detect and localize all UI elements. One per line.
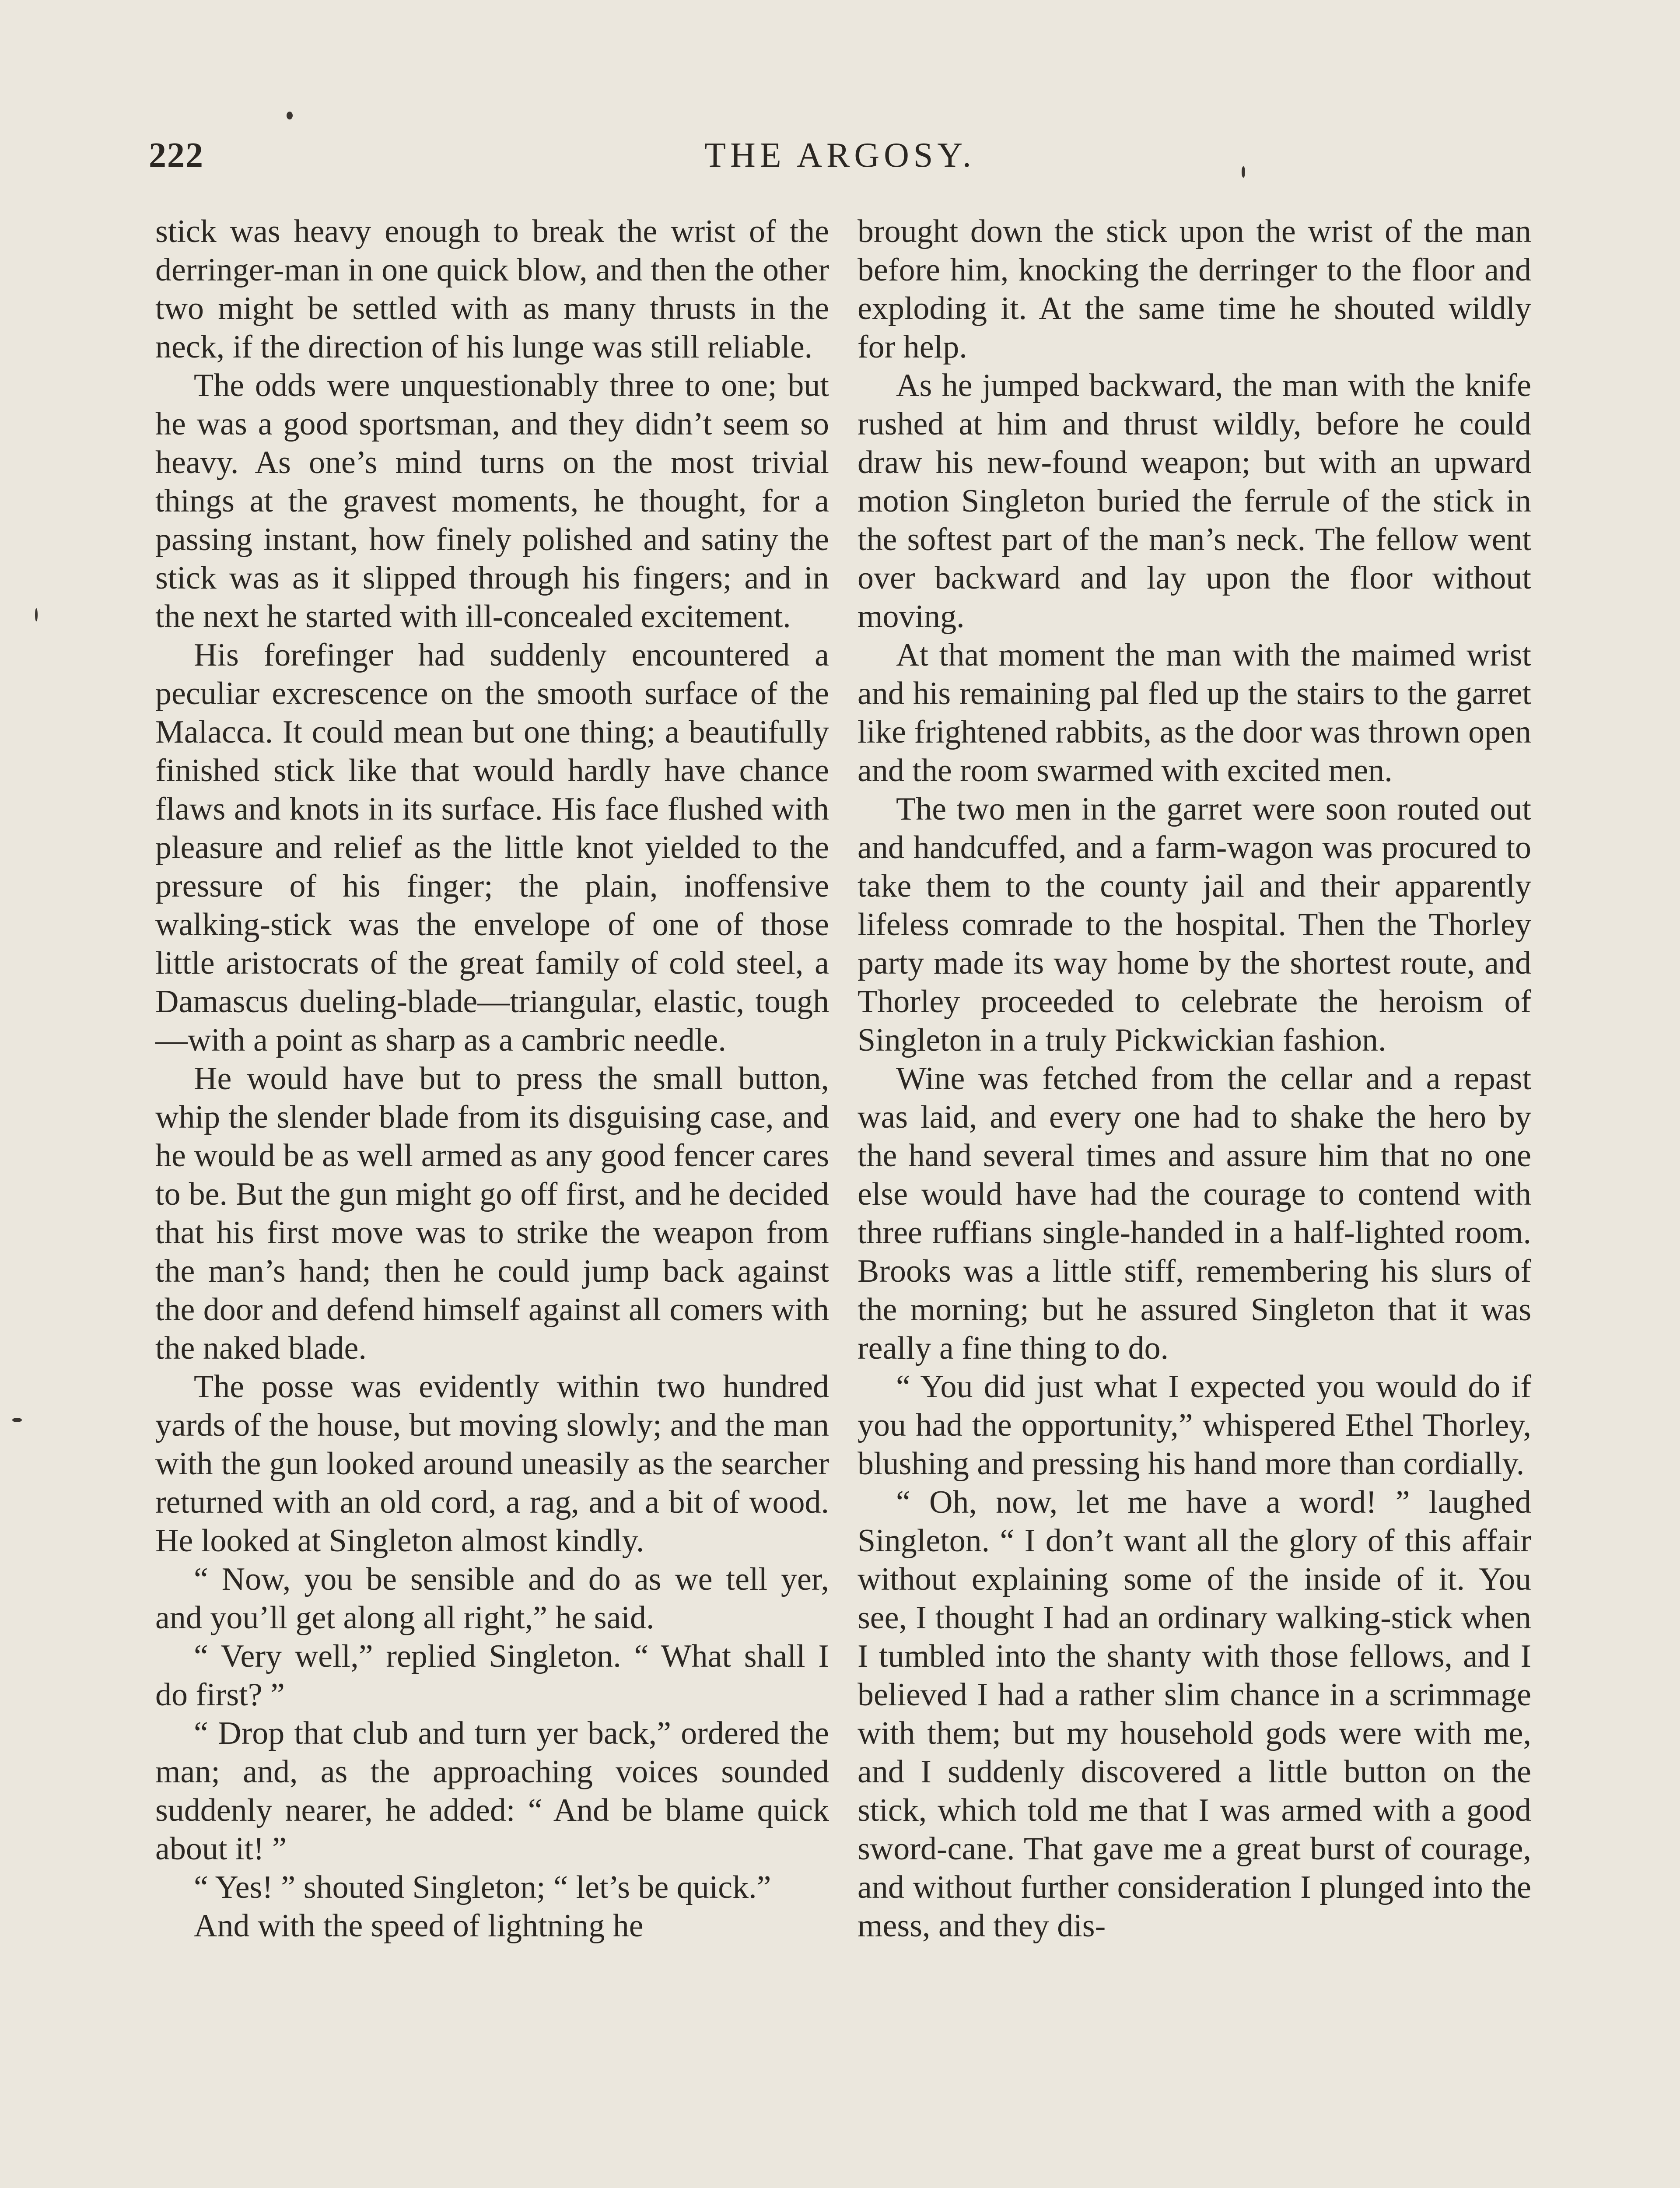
paragraph: His forefinger had suddenly encountered a peculiar excrescence on the smooth surface of the Malacca. It could mean but one thing; a beautifully finished stick like that would hardly have chance flaws and knots in its surface. His face flushed with pleasure and relief as the little knot yielded to the pressure of his finger; the plain, inoffensive walking-stick was the envelope of one of those little aristocrats of the great family of cold steel, a Damascus dueling-blade—triangular, elastic, tough—with a point as sharp as a cambric needle.: [155, 637, 829, 1058]
paragraph: The odds were unquestionably three to one; but he was a good sportsman, and they didn’t seem so heavy. As one’s mind turns on the most trivial things at the gravest moments, he thought, for a passing instant, how finely polished and satiny the stick was as it slipped through his fingers; and in the next he started with ill-concealed excitement.: [155, 368, 829, 635]
paragraph: “ Drop that club and turn yer back,” ordered the man; and, as the approaching voices sounded suddenly nearer, he added: “ And be blame quick about it! ”: [155, 1715, 829, 1867]
paragraph: “ Very well,” replied Singleton. “ What shall I do first? ”: [155, 1638, 829, 1713]
right-column: [858, 212, 1531, 1945]
ink-speck: [287, 112, 293, 119]
paragraph: At that moment the man with the maimed wrist and his remaining pal fled up the stairs to the garret like frightened rabbits, as the door was thrown open and the room swarmed with excited men.: [858, 637, 1531, 789]
paragraph: The two men in the garret were soon routed out and handcuffed, and a farm-wagon was procured to take them to the county jail and their apparently lifeless comrade to the hospital. Then the Thorley party made its way home by the shortest route, and Thorley proceeded to celebrate the heroism of Singleton in a truly Pickwickian fashion.: [858, 791, 1531, 1058]
paragraph: stick was heavy enough to break the wrist of the derringer-man in one quick blow, and then the other two might be settled with as many thrusts in the neck, if the direction of his lunge was still reliable.: [155, 214, 829, 365]
paragraph: “ You did just what I expected you would do if you had the opportunity,” whispered Ethel Thorley, blushing and pressing his hand more than cordially.: [858, 1369, 1531, 1482]
left-column: [155, 212, 829, 1945]
ink-speck: [35, 608, 38, 621]
ink-speck: [12, 1418, 22, 1422]
paragraph: He would have but to press the small button, whip the slender blade from its disguising case, and he would be as well armed as any good fencer cares to be. But the gun might go off first, and he decided that his first move was to strike the weapon from the man’s hand; then he could jump back against the door and defend himself against all comers with the naked blade.: [155, 1061, 829, 1366]
paragraph: As he jumped backward, the man with the knife rushed at him and thrust wildly, before he could draw his new-found weapon; but with an upward motion Singleton buried the ferrule of the stick in the softest part of the man’s neck. The fellow went over backward and lay upon the floor without moving.: [858, 368, 1531, 635]
page-number: 222: [149, 136, 204, 175]
page-header: [149, 136, 1531, 188]
running-title: THE ARGOSY.: [704, 136, 976, 175]
paragraph: “ Oh, now, let me have a word! ” laughed Singleton. “ I don’t want all the glory of this affair without explaining some of the inside of it. You see, I thought I had an ordinary walking-stick when I tumbled into the shanty with those fellows, and I believed I had a rather slim chance in a scrimmage with them; but my household gods were with me, and I suddenly discovered a little button on the stick, which told me that I was armed with a good sword-cane. That gave me a great burst of courage, and without further consideration I plunged into the mess, and they dis-: [858, 1484, 1531, 1944]
ink-speck: [1242, 166, 1245, 178]
paragraph: Wine was fetched from the cellar and a repast was laid, and every one had to shake the hero by the hand several times and assure him that no one else would have had the courage to contend with three ruffians single-handed in a half-lighted room. Brooks was a little stiff, remembering his slurs of the morning; but he assured Singleton that it was really a fine thing to do.: [858, 1061, 1531, 1366]
paragraph: “ Now, you be sensible and do as we tell yer, and you’ll get along all right,” he said.: [155, 1561, 829, 1636]
paragraph: The posse was evidently within two hundred yards of the house, but moving slowly; and the man with the gun looked around uneasily as the searcher returned with an old cord, a rag, and a bit of wood. He looked at Singleton almost kindly.: [155, 1369, 829, 1559]
paragraph: brought down the stick upon the wrist of the man before him, knocking the derringer to the floor and exploding it. At the same time he shouted wildly for help.: [858, 214, 1531, 365]
paragraph: “ Yes! ” shouted Singleton; “ let’s be quick.”: [194, 1869, 771, 1905]
paragraph: And with the speed of lightning he: [194, 1908, 644, 1944]
